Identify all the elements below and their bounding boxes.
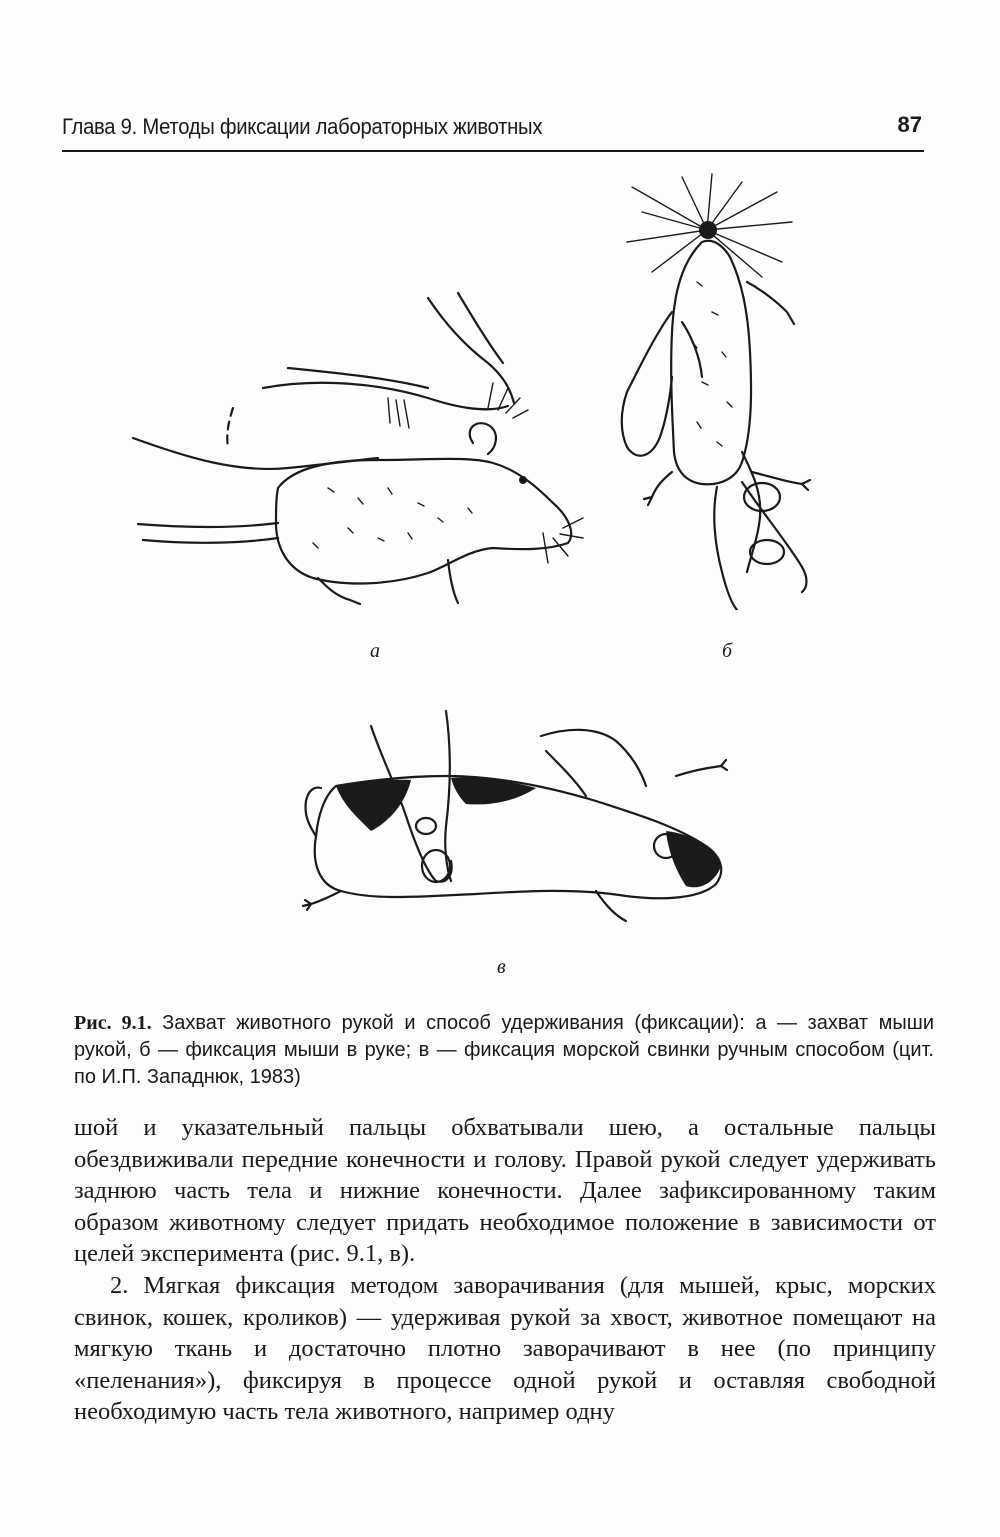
page-number: 87: [897, 112, 922, 137]
chapter-title: Глава 9. Методы фиксации лабораторных животных: [62, 114, 543, 139]
figure-label-b: б: [722, 640, 733, 662]
running-head: [62, 106, 924, 152]
caption-label: Рис. 9.1.: [74, 1012, 152, 1034]
mouse-held-by-hand-icon: [128, 288, 588, 618]
paragraph: 2. Мягкая фиксация методом заворачивания (для мышей, крыс, морских свинок, кошек, кроликов) — удерживая рукой за хвост, животное помещают на мягкую ткань и достаточно плотно заворачивают в нее (по принципу «пеленания»), фиксируя в процессе одной рукой и оставляя свободной необходимую часть тела животного, например одну: [74, 1271, 936, 1426]
body-text: [74, 1112, 936, 1428]
guinea-pig-manual-fixation-icon: [296, 706, 736, 928]
figure-label-a: а: [370, 640, 380, 662]
figure-caption: [74, 1010, 934, 1091]
figure-label-v: в: [497, 956, 506, 978]
caption-text: Захват животного рукой и способ удерживания (фиксации): а — захват мыши рукой, б — фиксация мыши в руке; в — фиксация морской свинки ручным способом (цит. по И.П. Западнюк, 1983): [74, 1012, 934, 1088]
mouse-fixed-in-hand-icon: [612, 172, 822, 610]
paragraph: шой и указательный пальцы обхватывали шею, а остальные пальцы обездвиживали передние конечности и голову. Правой рукой следует удерживать заднюю часть тела и нижние конечности. Далее зафиксированному таким образом животному следует придать необходимое положение в зависимости от целей эксперимента (рис. 9.1, в).: [74, 1114, 936, 1268]
